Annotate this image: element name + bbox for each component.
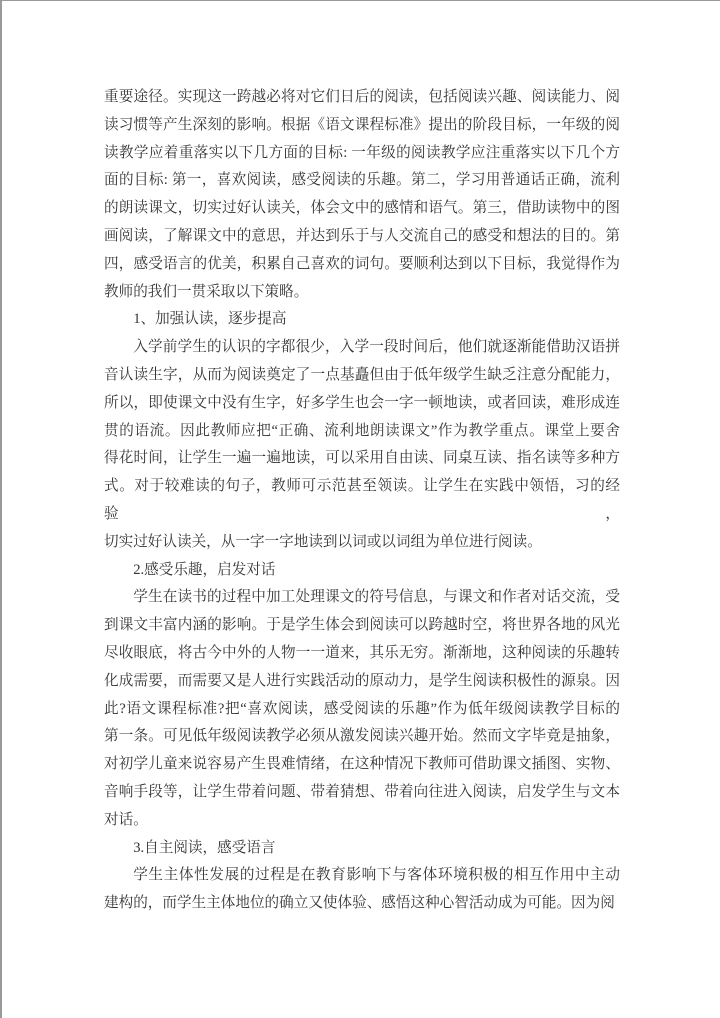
paragraph-7-line-1: 学生主体性发展的过程是在教育影响下与客体环境积极的相互作用中主动 — [133, 867, 620, 884]
paragraph-3-line-4: 贯的语流。因此教师应把“正确、流利地朗读课文”作为教学重点。课堂上要舍 — [104, 422, 620, 439]
paragraph-1-line-8: 教师的我们一贯采取以下策略。 — [104, 283, 309, 300]
paragraph-5-line-1: 学生在读书的过程中加工处理课文的符号信息，与课文和作者对话交流，受 — [133, 589, 620, 606]
paragraph-5-line-7: 对初学儿童来说容易产生畏难情绪，在这种情况下教师可借助课文插图、实物、 — [104, 756, 620, 773]
paragraph-1-line-3: 读教学应着重落实以下几方面的目标: 一年级的阅读教学应注重落实以下几个方 — [104, 144, 620, 161]
paragraph-1-line-1: 重要途径。实现这一跨越必将对它们日后的阅读，包括阅读兴趣、阅读能力、阅 — [104, 89, 620, 105]
paragraph-6-line-1: 3.自主阅读，感受语言 — [133, 839, 276, 856]
paragraph-1-line-2: 读习惯等产生深刻的影响。根据《语文课程标准》提出的阶段目标，一年级的阅 — [104, 116, 620, 133]
paragraph-4-line-1: 2.感受乐趣，启发对话 — [133, 561, 276, 578]
paragraph-7-line-2: 建构的，而学生主体地位的确立又使体验、感悟这种心智活动成为可能。因为阅 — [104, 895, 615, 912]
paragraph-3-line-5: 得花时间，让学生一遍一遍地读，可以采用自由读、同桌互读、指名读等多种方 — [104, 450, 620, 467]
paragraph-5-line-2: 到课文丰富内涵的影响。于是学生体会到阅读可以跨越时空，将世界各地的风光 — [104, 617, 620, 634]
paragraph-1-line-5: 的朗读课文，切实过好认读关，体会文中的感情和语气。第三，借助读物中的图 — [104, 200, 620, 217]
paragraph-3-line-7: 切实过好认读关，从一字一字地读到以词或以词组为单位进行阅读。 — [104, 533, 542, 550]
paragraph-5-line-5: 此?语文课程标准?把“喜欢阅读，感受阅读的乐趣”作为低年级阅读教学目标的 — [104, 700, 620, 717]
paragraph-3-line-1: 入学前学生的认识的字都很少，入学一段时间后，他们就逐渐能借助汉语拼 — [133, 339, 620, 356]
document-text-block — [104, 84, 620, 918]
paragraph-3-line-3: 所以，即使课文中没有生字，好多学生也会一字一顿地读，或者回读，难形成连 — [104, 394, 620, 411]
paragraph-1-line-6: 画阅读，了解课文中的意思，并达到乐于与人交流自己的感受和想法的目的。第 — [104, 227, 620, 244]
paragraph-5-line-9: 对话。 — [104, 811, 148, 828]
paragraph-3-line-6: 式。对于较难读的句子，教师可示范甚至领读。让学生在实践中领悟，习的经验， — [104, 478, 620, 522]
paragraph-1-line-4: 面的目标: 第一，喜欢阅读，感受阅读的乐趣。第二，学习用普通话正确，流利 — [104, 172, 620, 189]
paragraph-5-line-3: 尽收眼底，将古今中外的人物一一道来，其乐无穷。渐渐地，这种阅读的乐趣转 — [104, 644, 620, 661]
paragraph-5-line-8: 音响手段等，让学生带着问题、带着猜想、带着向往进入阅读，启发学生与文本 — [104, 783, 620, 800]
paragraph-2-line-1: 1、加强认读，逐步提高 — [133, 311, 287, 328]
paragraph-3-line-2: 音认读生字，从而为阅读奠定了一点基矗但由于低年级学生缺乏注意分配能力， — [104, 366, 620, 383]
paragraph-5-line-6: 第一条。可见低年级阅读教学必须从激发阅读兴趣开始。然而文字毕竟是抽象， — [104, 728, 620, 745]
paragraph-5-line-4: 化成需要，而需要又是人进行实践活动的原动力，是学生阅读积极性的源泉。因 — [104, 672, 620, 689]
paragraph-1-line-7: 四，感受语言的优美，积累自己喜欢的词句。要顺利达到以下目标，我觉得作为 — [104, 255, 620, 272]
